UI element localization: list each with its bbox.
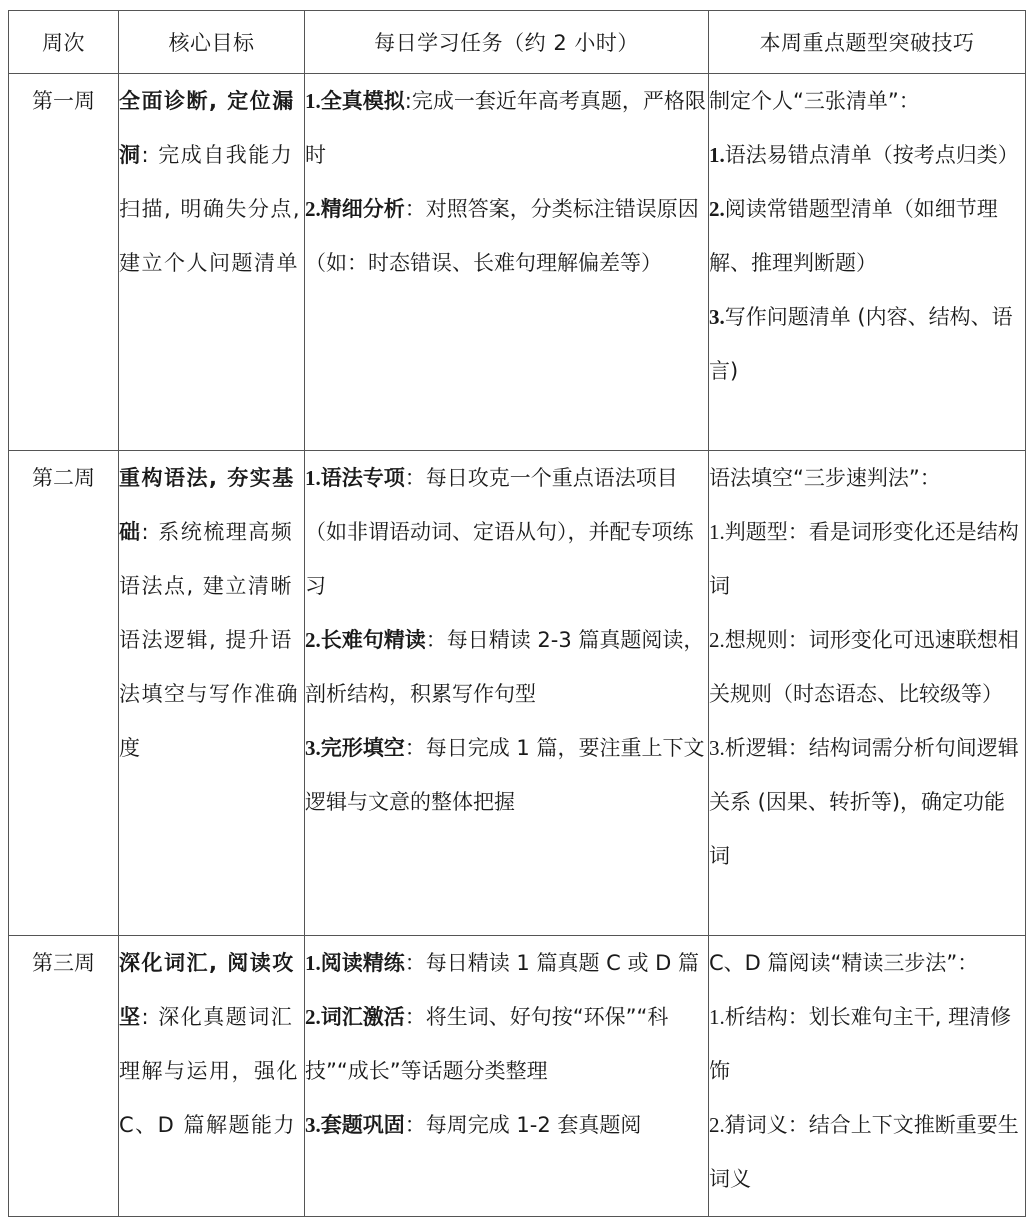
- tips-cell: [709, 451, 1026, 936]
- task-item: 1.全真模拟:完成一套近年高考真题，严格限时: [305, 89, 706, 167]
- goal-text: : 深化真题词汇理解与运用，强化 C、D 篇解题能力: [119, 1005, 299, 1137]
- goal-cell: [119, 936, 305, 1217]
- task-text: ：每日精读 1 篇真题 C 或 D 篇: [404, 951, 699, 975]
- goal-title: 深化词汇, 阅读攻坚: [119, 951, 295, 1029]
- tip-item: 2.猜词义：结合上下文推断重要生词义: [709, 1113, 1019, 1191]
- task-text: ：每日攻克一个重点语法项目（如非谓语动词、定语从句），并配专项练习: [305, 466, 694, 598]
- table-row: [9, 936, 1026, 1217]
- task-item: 3.完形填空：每日完成 1 篇，要注重上下文逻辑与文意的整体把握: [305, 736, 705, 814]
- tips-intro: 制定个人“三张清单”：: [709, 89, 920, 113]
- task-text: ：每周完成 1-2 套真题阅: [404, 1113, 642, 1137]
- task-title: 词汇激活: [320, 1005, 405, 1029]
- tip-item: 1.语法易错点清单（按考点归类）: [709, 143, 1019, 167]
- task-item: 2.长难句精读：每日精读 2-3 篇真题阅读，剖析结构，积累写作句型: [305, 628, 705, 706]
- goal-text: : 完成自我能力扫描, 明确失分点, 建立个人问题清单: [119, 143, 302, 275]
- tip-item: 3.析逻辑：结构词需分析句间逻辑关系 (因果、转折等)，确定功能词: [709, 736, 1019, 868]
- header-row: [9, 11, 1026, 74]
- task-title: 长难句精读: [320, 628, 426, 652]
- task-title: 套题巩固: [320, 1113, 405, 1137]
- task-title: 全真模拟: [320, 89, 405, 113]
- task-item: 1.语法专项：每日攻克一个重点语法项目（如非谓语动词、定语从句），并配专项练习: [305, 466, 694, 598]
- tasks-cell: [305, 74, 709, 451]
- header-goal: 核心目标: [119, 11, 305, 74]
- week-cell: 第一周: [9, 74, 119, 451]
- goal-text: : 系统梳理高频语法点, 建立清晰语法逻辑, 提升语法填空与写作准确度: [119, 520, 299, 760]
- tips-cell: [709, 74, 1026, 451]
- goal-cell: [119, 74, 305, 451]
- task-title: 完形填空: [320, 736, 405, 760]
- week-cell: 第三周: [9, 936, 119, 1217]
- task-text: :完成一套近年高考真题，严格限时: [305, 89, 706, 167]
- tip-item: 1.判题型：看是词形变化还是结构词: [709, 520, 1019, 598]
- tips-intro: 语法填空“三步速判法”：: [709, 466, 941, 490]
- tip-item: 2.阅读常错题型清单（如细节理解、推理判断题）: [709, 197, 998, 275]
- task-item: 2.词汇激活：将生词、好句按“环保”“科技”“成长”等话题分类整理: [305, 1005, 669, 1083]
- task-title: 精细分析: [320, 197, 405, 221]
- goal-cell: [119, 451, 305, 936]
- tip-item: 2.想规则：词形变化可迅速联想相关规则（时态语态、比较级等）: [709, 628, 1019, 706]
- goal-title: 全面诊断, 定位漏洞: [119, 89, 295, 167]
- table-row: [9, 74, 1026, 451]
- goal-title: 重构语法, 夯实基础: [119, 466, 295, 544]
- week-cell: 第二周: [9, 451, 119, 936]
- table-row: [9, 451, 1026, 936]
- task-text: ：将生词、好句按“环保”“科技”“成长”等话题分类整理: [305, 1005, 669, 1083]
- header-week: 周次: [9, 11, 119, 74]
- tips-cell: [709, 936, 1026, 1217]
- tasks-cell: [305, 451, 709, 936]
- task-item: 3.套题巩固：每周完成 1-2 套真题阅: [305, 1113, 642, 1137]
- task-item: 1.阅读精练：每日精读 1 篇真题 C 或 D 篇: [305, 951, 699, 975]
- task-text: ：每日完成 1 篇，要注重上下文逻辑与文意的整体把握: [305, 736, 705, 814]
- task-title: 语法专项: [320, 466, 405, 490]
- task-title: 阅读精练: [320, 951, 405, 975]
- study-plan-table: [8, 10, 1026, 1217]
- tip-item: 1.析结构：划长难句主干, 理清修饰: [709, 1005, 1012, 1083]
- header-tips: 本周重点题型突破技巧: [709, 11, 1026, 74]
- tips-intro: C、D 篇阅读“精读三步法”：: [709, 951, 979, 975]
- task-text: ：对照答案，分类标注错误原因（如：时态错误、长难句理解偏差等）: [305, 197, 699, 275]
- task-item: 2.精细分析：对照答案，分类标注错误原因（如：时态错误、长难句理解偏差等）: [305, 197, 699, 275]
- task-text: ：每日精读 2-3 篇真题阅读，剖析结构，积累写作句型: [305, 628, 705, 706]
- tip-item: 3.写作问题清单 (内容、结构、语言): [709, 305, 1013, 383]
- header-daily-tasks: 每日学习任务（约 2 小时）: [305, 11, 709, 74]
- tasks-cell: [305, 936, 709, 1217]
